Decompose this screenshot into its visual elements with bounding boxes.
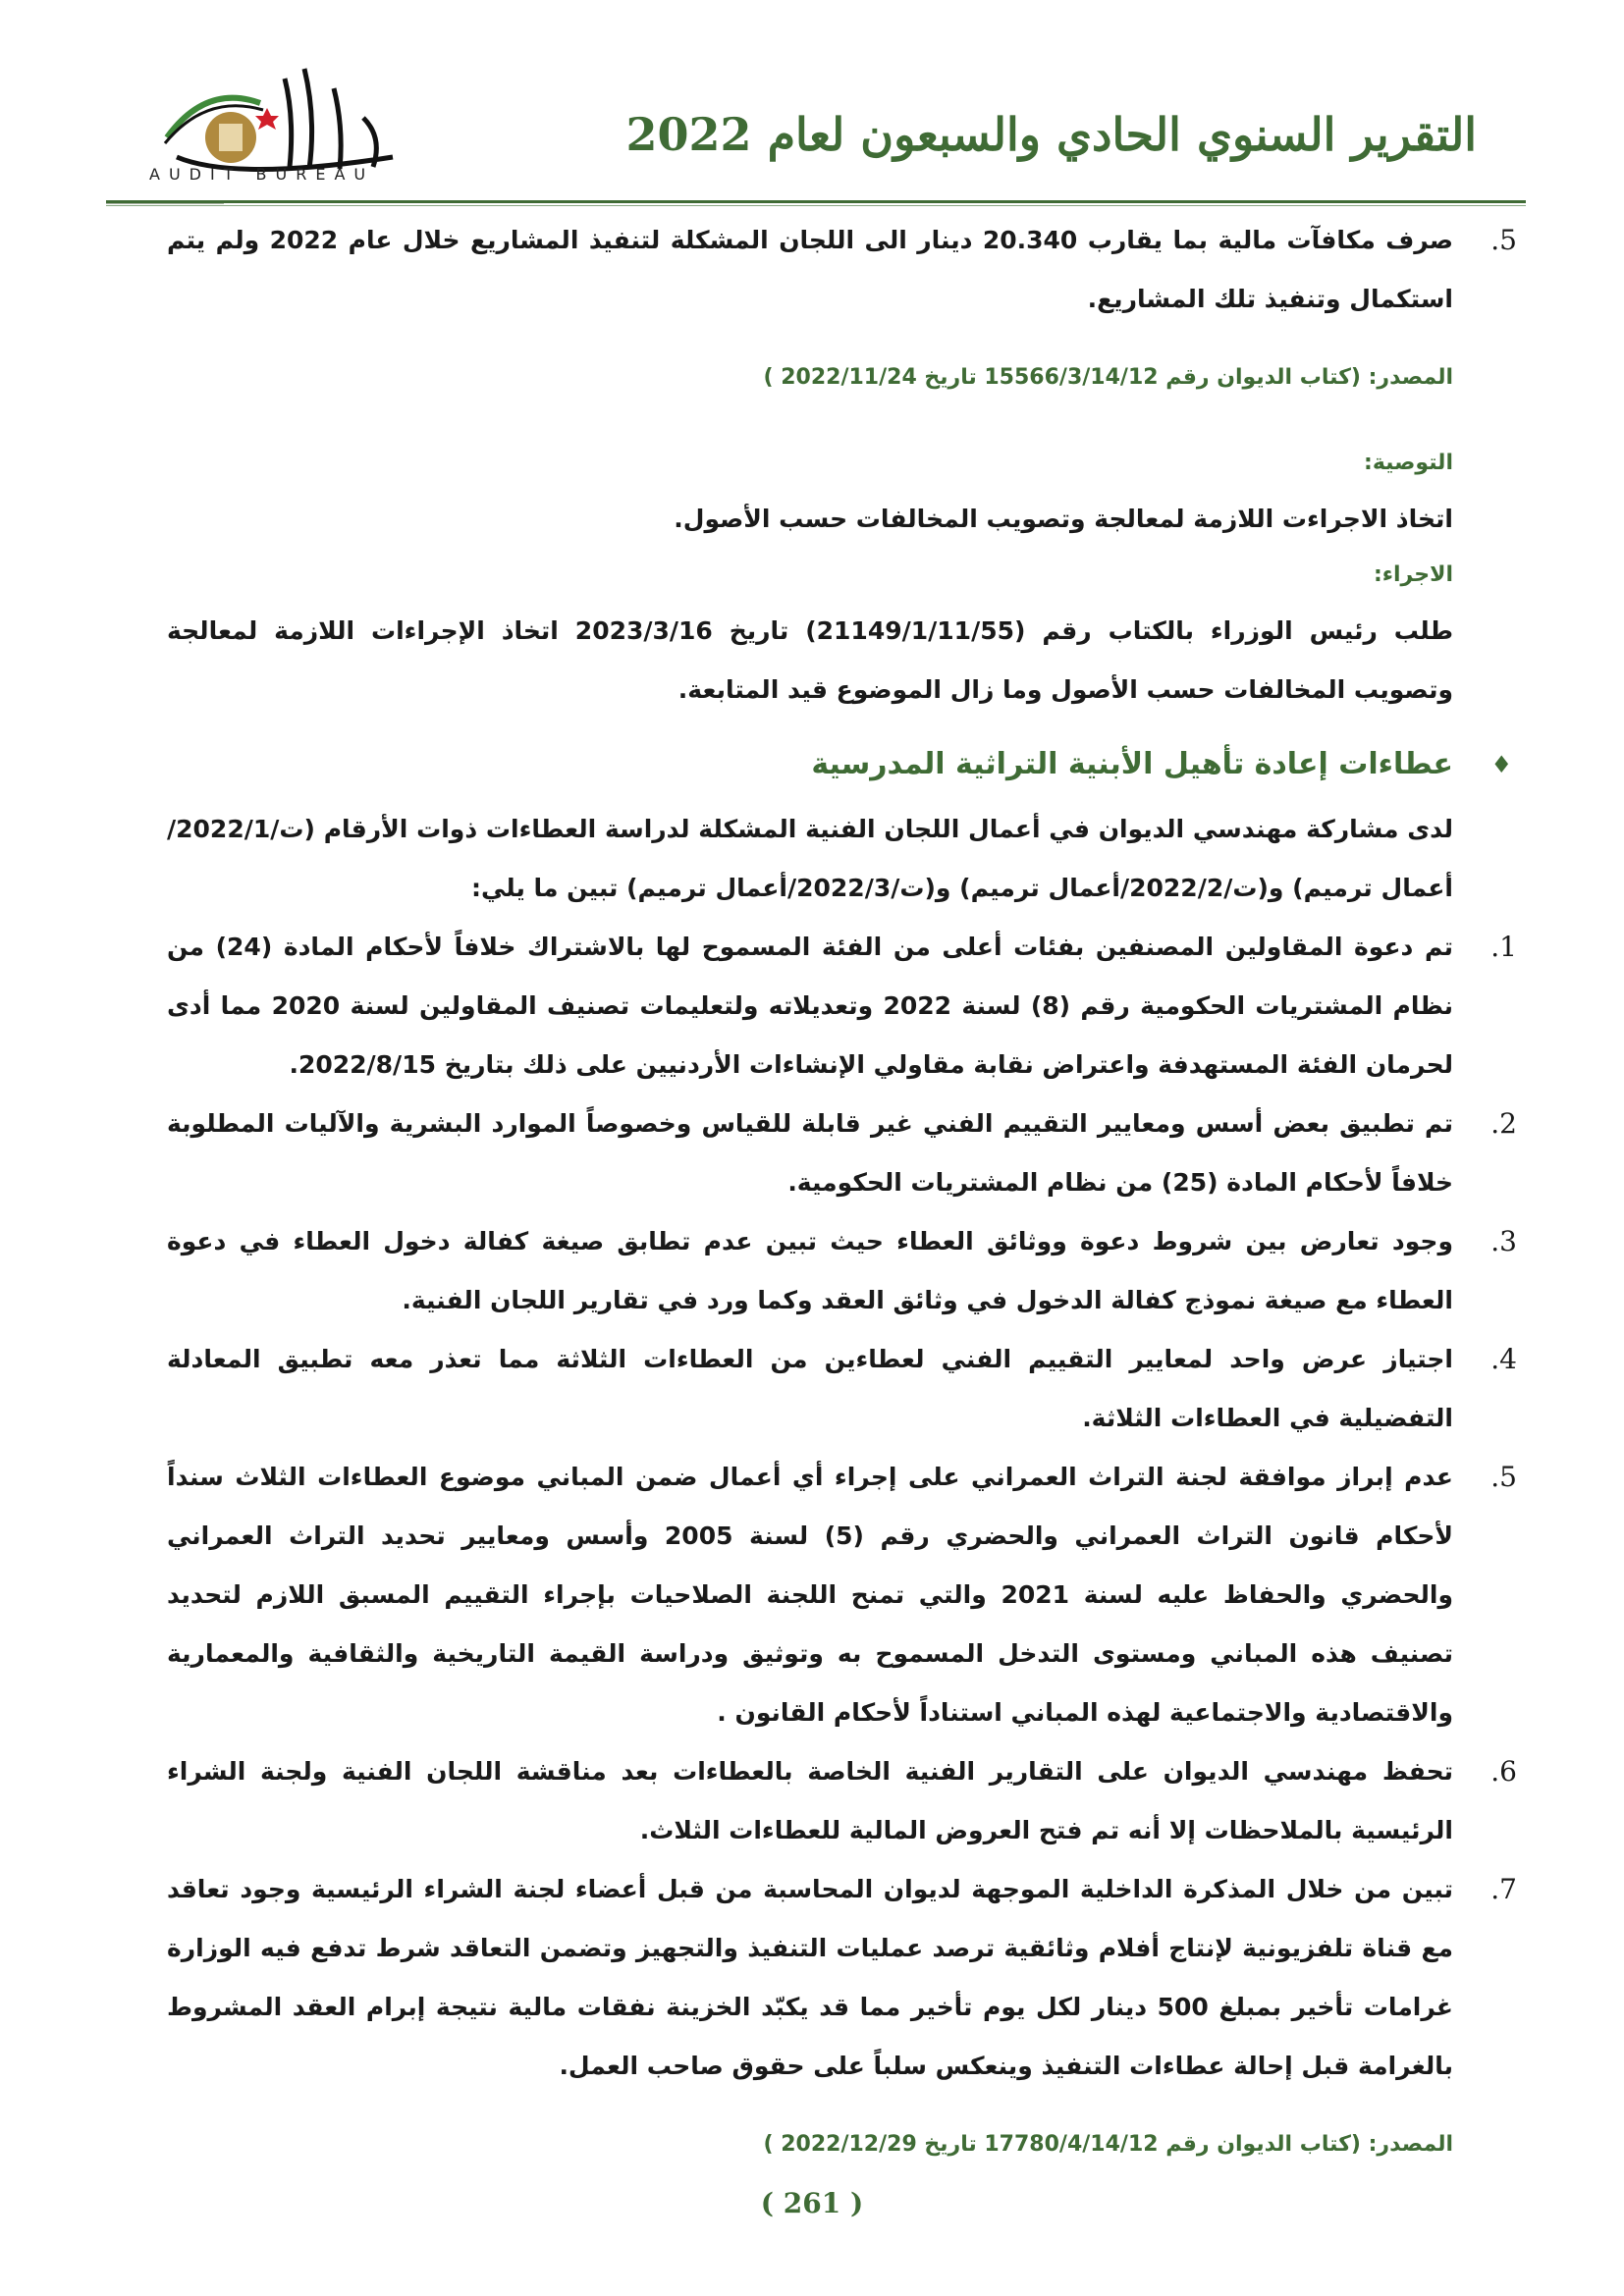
header-divider-thin xyxy=(106,205,1526,206)
report-title: التقرير السنوي الحادي والسبعون لعام 2022 xyxy=(625,108,1477,161)
source-citation: المصدر: (كتاب الديوان رقم 17780/4/14/12 تاريخ 2022/12/29 ) xyxy=(763,2132,1453,2157)
item-number: .3 xyxy=(1490,1225,1517,1257)
list-item xyxy=(167,918,1517,1095)
section-intro: لدى مشاركة مهندسي الديوان في أعمال اللجان الفنية المشكلة لدراسة العطاءات ذوات الأرقام (ت/2022/1/أعمال ترميم) و(ت/2022/2/أعمال ترميم) و(ت/2022/3/أعمال ترميم) تبين ما يلي: xyxy=(167,815,1453,902)
item-number: .1 xyxy=(1490,931,1517,963)
recommendation-text: اتخاذ الاجراءت اللازمة لمعالجة وتصويب المخالفات حسب الأصول. xyxy=(674,505,1453,533)
item-text: صرف مكافآت مالية بما يقارب 20.340 دينار الى اللجان المشكلة لتنفيذ المشاريع خلال عام 2022 ولم يتم استكمال وتنفيذ تلك المشاريع. xyxy=(167,226,1453,313)
item-text: تحفظ مهندسي الديوان على التقارير الفنية الخاصة بالعطاءات بعد مناقشة اللجان الفنية ولجنة الشراء الرئيسية بالملاحظات إلا أنه تم فتح العروض المالية للعطاءات الثلاث. xyxy=(167,1757,1453,1844)
list-item xyxy=(167,211,1517,329)
item-text: اجتياز عرض واحد لمعايير التقييم الفني لعطاءين من العطاءات الثلاثة مما تعذر معه تطبيق المعادلة التفضيلية في العطاءات الثلاثة. xyxy=(167,1345,1453,1432)
item-text: تم دعوة المقاولين المصنفين بفئات أعلى من الفئة المسموح لها بالاشتراك خلافاً لأحكام المادة (24) من نظام المشتريات الحكومية رقم (8) لسنة 2022 وتعديلاته ولتعليمات تصنيف المقاولين لسنة 2020 مما أدى لحرمان الفئة المستهدفة واعتراض نقابة مقاولي الإنشاءات الأردنيين على ذلك بتاريخ 2022/8/15. xyxy=(167,933,1453,1079)
item-number: .5 xyxy=(1490,1461,1517,1493)
source-citation: المصدر: (كتاب الديوان رقم 15566/3/14/12 تاريخ 2022/11/24 ) xyxy=(763,365,1453,390)
item-number: .2 xyxy=(1490,1107,1517,1140)
section-heading xyxy=(167,733,1512,796)
recommendation-label: التوصية: xyxy=(1364,451,1453,475)
item-number: .6 xyxy=(1490,1755,1517,1788)
item-text: تم تطبيق بعض أسس ومعايير التقييم الفني غير قابلة للقياس وخصوصاً الموارد البشرية والآليات المطلوبة خلافاً لأحكام المادة (25) من نظام المشتريات الحكومية. xyxy=(167,1109,1453,1197)
logo-subtitle: AUDIT BUREAU xyxy=(149,165,375,184)
list-item xyxy=(167,1095,1517,1212)
action-label: الاجراء: xyxy=(1373,562,1453,587)
list-item xyxy=(167,1860,1517,2096)
item-number: .5 xyxy=(1490,224,1517,256)
item-number: .7 xyxy=(1490,1873,1517,1905)
item-number: .4 xyxy=(1490,1343,1517,1375)
list-item xyxy=(167,1742,1517,1860)
item-text: عدم إبراز موافقة لجنة التراث العمراني على إجراء أي أعمال ضمن المباني موضوع العطاءات الثلاث سنداً لأحكام قانون التراث العمراني والحضري رقم (5) لسنة 2005 وأسس ومعايير تحديد التراث العمراني والحضري والحفاظ عليه لسنة 2021 والتي تمنح اللجنة الصلاحيات بإجراء التقييم المسبق اللازم لتحديد تصنيف هذه المباني ومستوى التدخل المسموح به وتوثيق ودراسة القيمة التاريخية والثقافية والمعمارية والاقتصادية والاجتماعية لهذه المباني استناداً لأحكام القانون . xyxy=(167,1463,1454,1727)
diamond-bullet-icon: ♦ xyxy=(1490,751,1512,778)
findings-list xyxy=(167,918,1517,2096)
page-content xyxy=(167,211,1517,2204)
list-item xyxy=(167,1330,1517,1448)
item-text: وجود تعارض بين شروط دعوة ووثائق العطاء حيث تبين عدم تطابق صيغة كفالة دخول العطاء في دعوة العطاء مع صيغة نموذج كفالة الدخول في وثائق العقد وكما ورد في تقارير اللجان الفنية. xyxy=(167,1227,1453,1314)
page-header xyxy=(0,0,1624,206)
list-item xyxy=(167,1212,1517,1330)
section-title: عطاءات إعادة تأهيل الأبنية التراثية المدرسية xyxy=(811,747,1453,781)
action-text: طلب رئيس الوزراء بالكتاب رقم (21149/1/11/55) تاريخ 2023/3/16 اتخاذ الإجراءات اللازمة لمعالجة وتصويب المخالفات حسب الأصول وما زال الموضوع قيد المتابعة. xyxy=(167,616,1454,704)
header-divider xyxy=(106,200,1526,203)
item-text: تبين من خلال المذكرة الداخلية الموجهة لديوان المحاسبة من قبل أعضاء لجنة الشراء الرئيسية وجود تعاقد مع قناة تلفزيونية لإنتاج أفلام وثائقية ترصد عمليات التنفيذ والتجهيز وتضمن التعاقد شرط تدفع فيه الوزارة غرامات تأخير بمبلغ 500 دينار لكل يوم تأخير مما قد يكبّد الخزينة نفقات مالية نتيجة إبرام العقد المشروط بالغرامة قبل إحالة عطاءات التنفيذ وينعكس سلباً على حقوق صاحب العمل. xyxy=(167,1875,1453,2080)
page-number: ( 261 ) xyxy=(760,2187,864,2219)
list-item xyxy=(167,1448,1517,1742)
